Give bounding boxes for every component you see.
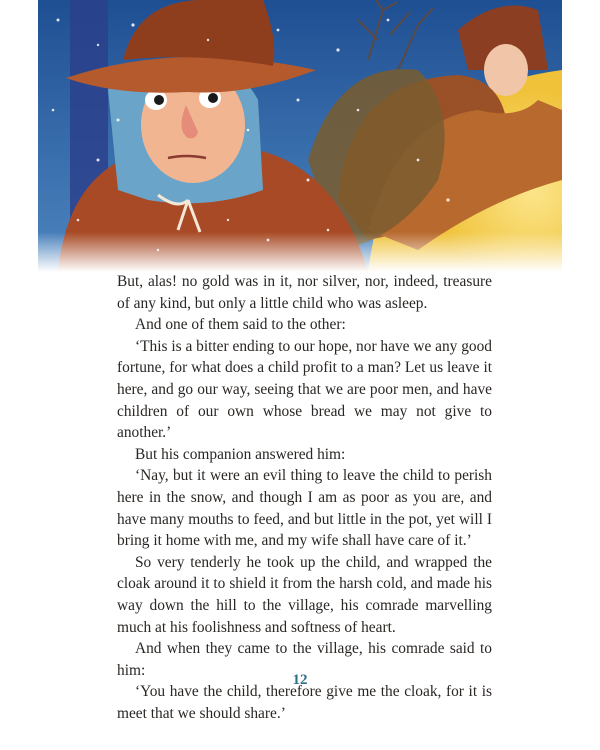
story-illustration <box>38 0 562 272</box>
paragraph: And one of them said to the other: <box>135 316 346 334</box>
paragraph: But, alas! no gold was in it, nor silver, nor, indeed, treasure of any kind, but only a little child who was asleep. <box>117 273 492 312</box>
paragraph: So very tenderly he took up the child, and wrapped the cloak around it to shield it from the harsh cold, and made his way down the hill to the village, his comrade marvelling much at his foolishness and softness of heart. <box>117 553 492 636</box>
paragraph: ‘Nay, but it were an evil thing to leave the child to perish here in the snow, and though I am as poor as you are, and have many mouths to feed, and but little in the pot, yet will I bring it home with me, and my wife shall have care of it.’ <box>117 467 492 550</box>
paragraph: ‘You have the child, therefore give me the cloak, for it is meet that we should share.’ <box>117 683 492 722</box>
paragraph: ‘This is a bitter ending to our hope, nor have we any good fortune, for what does a child profit to a man? Let us leave it here, and go our way, seeing that we are poor men, and have children of our own whose bread we may not give to another.’ <box>117 337 492 442</box>
story-text <box>117 271 492 724</box>
page-number: 12 <box>292 672 308 688</box>
paragraph: And when they came to the village, his comrade said to him: <box>117 640 492 679</box>
paragraph: But his companion answered him: <box>135 445 346 463</box>
